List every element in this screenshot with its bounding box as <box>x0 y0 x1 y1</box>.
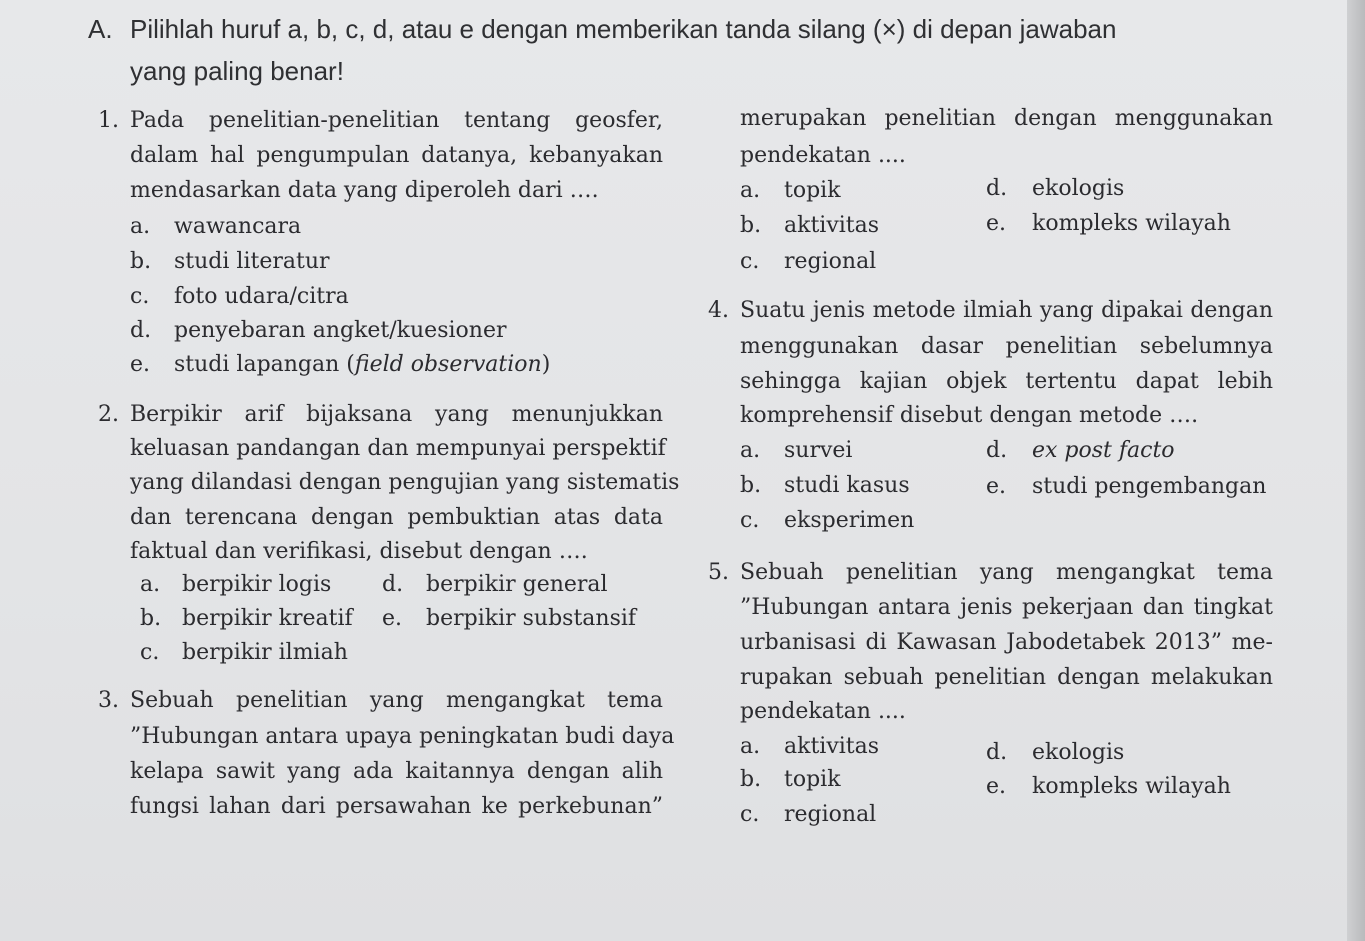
question-text-line: Pada penelitian-penelitian tentang geosfer, <box>130 108 663 133</box>
question-text-line: urbanisasi di Kawasan Jabodetabek 2013” me- <box>740 630 1273 655</box>
option-text: topik <box>784 178 841 203</box>
option-letter: c. <box>130 284 150 309</box>
option-text: regional <box>784 802 877 827</box>
question-number: 2. <box>98 402 119 427</box>
option-text: survei <box>784 438 853 463</box>
question-text-line: pendekatan .... <box>740 143 906 168</box>
option-text: aktivitas <box>784 213 880 238</box>
option-letter: e. <box>130 352 151 377</box>
option-text: penyebaran angket/kuesioner <box>174 318 507 343</box>
option-letter: d. <box>382 572 404 597</box>
question-text-line: Sebuah penelitian yang mengangkat tema <box>740 560 1273 585</box>
question-text-line: sehingga kajian objek tertentu dapat lebih <box>740 369 1273 394</box>
option-text: eksperimen <box>784 508 915 533</box>
option-text-start: studi lapangan ( <box>174 352 355 377</box>
question-text-line: ”Hubungan antara jenis pekerjaan dan tingkat <box>740 595 1273 620</box>
section-label: A. <box>88 14 113 44</box>
option-letter: d. <box>986 740 1008 765</box>
option-text: kompleks wilayah <box>1032 211 1231 236</box>
option-letter: c. <box>740 249 760 274</box>
question-text-line: merupakan penelitian dengan menggunakan <box>740 106 1273 131</box>
option-letter: e. <box>382 606 403 631</box>
question-text-line: faktual dan verifikasi, disebut dengan …. <box>130 539 588 564</box>
question-text-line: Suatu jenis metode ilmiah yang dipakai dengan <box>740 298 1273 323</box>
question-number: 3. <box>98 688 119 713</box>
question-text-line: dalam hal pengumpulan datanya, kebanyakan <box>130 143 663 168</box>
question-text-line: dan terencana dengan pembuktian atas data <box>130 505 663 530</box>
option-letter: a. <box>740 438 761 463</box>
instruction-line-1: Pilihlah huruf a, b, c, d, atau e dengan memberikan tanda silang (×) di depan jawaban <box>130 14 1117 44</box>
question-text-line: komprehensif disebut dengan metode …. <box>740 403 1199 428</box>
option-text: berpikir kreatif <box>182 606 353 631</box>
option-letter: a. <box>740 734 761 759</box>
option-text: wawancara <box>174 214 302 239</box>
option-text: studi literatur <box>174 249 330 274</box>
question-number: 4. <box>708 298 729 323</box>
option-letter: a. <box>130 214 151 239</box>
option-text <box>174 352 550 377</box>
option-text: studi kasus <box>784 473 910 498</box>
question-text-line: mendasarkan data yang diperoleh dari …. <box>130 178 599 203</box>
question-text-line: menggunakan dasar penelitian sebelumnya <box>740 334 1273 359</box>
option-text: ex post facto <box>1032 438 1175 463</box>
instruction <box>88 14 1348 94</box>
option-letter: b. <box>140 606 162 631</box>
option-text: studi pengembangan <box>1032 474 1267 499</box>
option-letter: a. <box>740 178 761 203</box>
option-text: berpikir general <box>426 572 608 597</box>
option-text: kompleks wilayah <box>1032 774 1231 799</box>
question-text-line: fungsi lahan dari persawahan ke perkebunan” <box>130 794 663 819</box>
option-letter: e. <box>986 211 1007 236</box>
option-letter: b. <box>740 213 762 238</box>
option-letter: c. <box>740 508 760 533</box>
question-text-line: pendekatan .... <box>740 699 906 724</box>
option-letter: e. <box>986 774 1007 799</box>
option-letter: a. <box>140 572 161 597</box>
question-text-line: kelapa sawit yang ada kaitannya dengan alih <box>130 759 663 784</box>
option-text: aktivitas <box>784 734 880 759</box>
option-letter: d. <box>130 318 152 343</box>
option-text: berpikir ilmiah <box>182 640 348 665</box>
option-letter: b. <box>740 473 762 498</box>
option-text-italic: field observation <box>354 352 542 377</box>
question-number: 5. <box>708 560 729 585</box>
option-letter: d. <box>986 438 1008 463</box>
option-text: berpikir logis <box>182 572 332 597</box>
option-letter: c. <box>740 802 760 827</box>
option-letter: b. <box>130 249 152 274</box>
option-text: ekologis <box>1032 176 1125 201</box>
page-edge <box>1347 0 1365 941</box>
option-text: ekologis <box>1032 740 1125 765</box>
option-letter: d. <box>986 176 1008 201</box>
option-text-end: ) <box>541 352 551 377</box>
option-text: berpikir substansif <box>426 606 637 631</box>
question-text-line: keluasan pandangan dan mempunyai perspektif <box>130 436 666 461</box>
question-text-line: ”Hubungan antara upaya peningkatan budi daya <box>130 724 675 749</box>
option-letter: c. <box>140 640 160 665</box>
option-text: foto udara/citra <box>174 284 349 309</box>
question-text-line: Sebuah penelitian yang mengangkat tema <box>130 688 663 713</box>
question-text-line: yang dilandasi dengan pengujian yang sistematis <box>130 470 680 495</box>
option-letter: b. <box>740 767 762 792</box>
question-text-line: rupakan sebuah penelitian dengan melakukan <box>740 665 1273 690</box>
option-letter: e. <box>986 474 1007 499</box>
question-number: 1. <box>98 108 119 133</box>
option-text: regional <box>784 249 877 274</box>
option-text: topik <box>784 767 841 792</box>
question-text-line: Berpikir arif bijaksana yang menunjukkan <box>130 402 663 427</box>
instruction-line-2: yang paling benar! <box>130 56 344 86</box>
